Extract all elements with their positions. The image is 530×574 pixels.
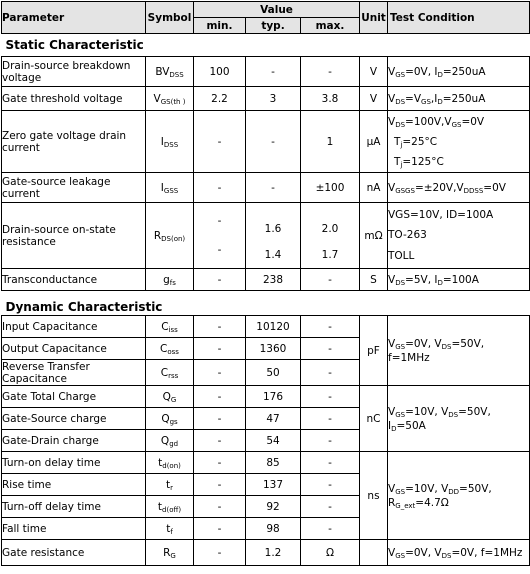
table-row — [2, 540, 530, 566]
typ-cell: 1360 — [246, 338, 301, 360]
section-static — [2, 34, 530, 57]
section-title-static: Static Characteristic — [2, 34, 530, 57]
min-cell: - — [194, 430, 246, 452]
symbol-cell: $t_{d(on)}$ — [146, 452, 194, 474]
max-cell: - — [301, 316, 360, 338]
test-condition-cell: $V_{GS}=0V$, $V_{DS}=50V$, f=1MHz — [388, 316, 530, 386]
test-condition-cell: $V_{DS}=5V$, $I_D=100A$ — [388, 269, 530, 291]
header-row-1 — [2, 2, 530, 18]
test-condition-cell: $V_{GS}=10V$, $V_{DD}=50V$, $R_{G\_ext}=4.7\Omega$ — [388, 452, 530, 540]
min-cell: 2.2 — [194, 87, 246, 111]
symbol-cell: $R_{DS(on)}$ — [146, 203, 194, 269]
typ-cell: 176 — [246, 386, 301, 408]
unit-cell: mΩ — [360, 203, 388, 269]
param-cell: Gate resistance — [2, 540, 146, 566]
header-value: Value — [194, 2, 360, 18]
header-unit: Unit — [360, 2, 388, 34]
max-cell: 3.8 — [301, 87, 360, 111]
test-condition-cell: $V_{GS}=0V$, $I_D=250uA$ — [388, 57, 530, 87]
min-cell: - — [194, 111, 246, 173]
min-cell: - — [194, 496, 246, 518]
min-cell: - — [194, 452, 246, 474]
typ-cell: 1.6 1.4 — [246, 203, 301, 269]
unit-cell: nC — [360, 386, 388, 452]
section-dynamic — [2, 291, 530, 316]
min-cell: - — [194, 338, 246, 360]
min-cell: - — [194, 474, 246, 496]
symbol-cell: $Q_{gs}$ — [146, 408, 194, 430]
max-cell: - — [301, 496, 360, 518]
symbol-cell: $t_f$ — [146, 518, 194, 540]
param-cell: Gate-Drain charge — [2, 430, 146, 452]
param-cell: Transconductance — [2, 269, 146, 291]
max-cell: - — [301, 269, 360, 291]
max-cell: - — [301, 518, 360, 540]
symbol-cell: $C_{iss}$ — [146, 316, 194, 338]
min-cell: - — [194, 269, 246, 291]
table-row — [2, 57, 530, 87]
typ-cell: 85 — [246, 452, 301, 474]
max-cell: 2.0 1.7 — [301, 203, 360, 269]
param-cell: Drain-source on-state resistance — [2, 203, 146, 269]
max-cell: - — [301, 452, 360, 474]
min-cell: - — [194, 540, 246, 566]
max-cell: - — [301, 430, 360, 452]
header-max: max. — [301, 18, 360, 34]
table-row — [2, 203, 530, 269]
typ-cell: 50 — [246, 360, 301, 386]
table-row — [2, 111, 530, 173]
param-cell: Gate Total Charge — [2, 386, 146, 408]
typ-cell: 1.2 — [246, 540, 301, 566]
max-cell: 1 — [301, 111, 360, 173]
min-cell: - — [194, 386, 246, 408]
param-cell: Turn-off delay time — [2, 496, 146, 518]
header-test-condition: Test Condition — [388, 2, 530, 34]
min-cell: - — [194, 316, 246, 338]
typ-cell: 3 — [246, 87, 301, 111]
unit-cell: nA — [360, 173, 388, 203]
test-condition-cell: $V_{GS}=10V$, $V_{DS}=50V$, $I_D=50A$ — [388, 386, 530, 452]
typ-cell: 47 — [246, 408, 301, 430]
min-cell: 100 — [194, 57, 246, 87]
typ-cell: - — [246, 57, 301, 87]
test-condition-cell: $V_{DS}=V_{GS},I_D=250uA$ — [388, 87, 530, 111]
table-row — [2, 452, 530, 474]
max-cell: - — [301, 338, 360, 360]
unit-cell: ns — [360, 452, 388, 540]
param-cell: Turn-on delay time — [2, 452, 146, 474]
max-cell: - — [301, 360, 360, 386]
symbol-cell: $I_{DSS}$ — [146, 111, 194, 173]
table-row — [2, 269, 530, 291]
test-condition-cell: $V_{GS}=0V$, $V_{DS}=0V$, f=1MHz — [388, 540, 530, 566]
symbol-cell: $C_{oss}$ — [146, 338, 194, 360]
test-condition-cell: VGS=10V, ID=100A TO-263 TOLL — [388, 203, 530, 269]
param-cell: Drain-source breakdown voltage — [2, 57, 146, 87]
typ-cell: 92 — [246, 496, 301, 518]
max-cell: - — [301, 474, 360, 496]
max-cell: ±100 — [301, 173, 360, 203]
param-cell: Reverse Transfer Capacitance — [2, 360, 146, 386]
symbol-cell: $R_G$ — [146, 540, 194, 566]
test-condition-cell: $V_{DS}=100V,V_{GS}=0V$ $T_j=25^\circ C$ $T_j=125^\circ C$ — [388, 111, 530, 173]
header-parameter: Parameter — [2, 2, 146, 34]
symbol-cell: $V_{GS(th )}$ — [146, 87, 194, 111]
typ-cell: 10120 — [246, 316, 301, 338]
symbol-cell: $BV_{DSS}$ — [146, 57, 194, 87]
unit-cell: μA — [360, 111, 388, 173]
param-cell: Output Capacitance — [2, 338, 146, 360]
param-cell: Gate-source leakage current — [2, 173, 146, 203]
typ-cell: 137 — [246, 474, 301, 496]
max-cell: - — [301, 386, 360, 408]
symbol-cell: $Q_G$ — [146, 386, 194, 408]
test-condition-cell: $V_{GSGS}=\pm 20V,V_{DDSS}=0V$ — [388, 173, 530, 203]
param-cell: Rise time — [2, 474, 146, 496]
max-cell: - — [301, 57, 360, 87]
symbol-cell: $I_{GSS}$ — [146, 173, 194, 203]
table-row — [2, 87, 530, 111]
min-cell: - — [194, 360, 246, 386]
param-cell: Zero gate voltage drain current — [2, 111, 146, 173]
param-cell: Fall time — [2, 518, 146, 540]
typ-cell: 54 — [246, 430, 301, 452]
table-row — [2, 316, 530, 338]
symbol-cell: $t_{d(off)}$ — [146, 496, 194, 518]
unit-cell: V — [360, 87, 388, 111]
unit-cell: S — [360, 269, 388, 291]
header-symbol: Symbol — [146, 2, 194, 34]
min-cell: - — [194, 518, 246, 540]
min-cell: - - — [194, 203, 246, 269]
table-row — [2, 386, 530, 408]
min-cell: - — [194, 173, 246, 203]
typ-cell: - — [246, 111, 301, 173]
table-row — [2, 173, 530, 203]
symbol-cell: $C_{rss}$ — [146, 360, 194, 386]
typ-cell: 98 — [246, 518, 301, 540]
symbol-cell: $g_{fs}$ — [146, 269, 194, 291]
header-typ: typ. — [246, 18, 301, 34]
min-cell: - — [194, 408, 246, 430]
symbol-cell: $t_r$ — [146, 474, 194, 496]
param-cell: Gate threshold voltage — [2, 87, 146, 111]
section-title-dynamic: Dynamic Characteristic — [2, 291, 530, 316]
unit-cell: V — [360, 57, 388, 87]
header-min: min. — [194, 18, 246, 34]
max-cell: Ω — [301, 540, 360, 566]
typ-cell: - — [246, 173, 301, 203]
unit-cell — [360, 540, 388, 566]
symbol-cell: $Q_{gd}$ — [146, 430, 194, 452]
param-cell: Input Capacitance — [2, 316, 146, 338]
electrical-characteristics-table — [1, 1, 530, 566]
typ-cell: 238 — [246, 269, 301, 291]
param-cell: Gate-Source charge — [2, 408, 146, 430]
max-cell: - — [301, 408, 360, 430]
unit-cell: pF — [360, 316, 388, 386]
